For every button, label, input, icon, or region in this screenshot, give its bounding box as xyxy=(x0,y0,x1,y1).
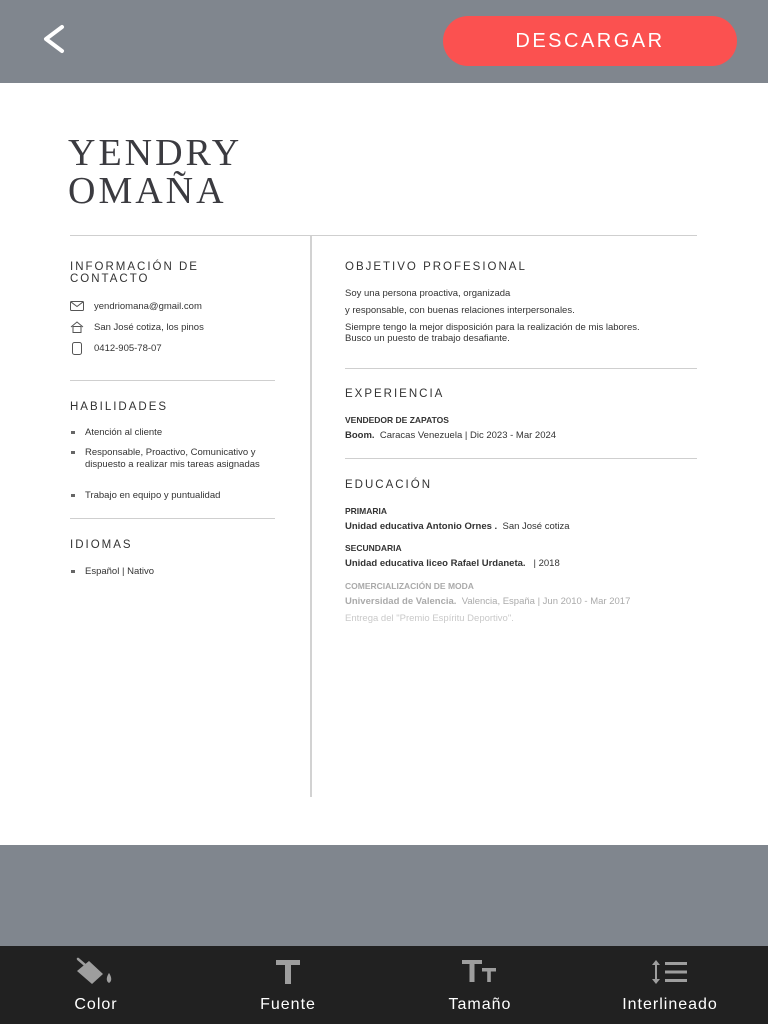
home-icon xyxy=(70,321,84,333)
download-button[interactable]: DESCARGAR xyxy=(443,16,737,66)
line-spacing-tool-button[interactable] xyxy=(600,946,740,1024)
phone-icon xyxy=(70,342,84,354)
skill-item: Trabajo en equipo y puntualidad xyxy=(70,490,280,502)
objective-line: y responsable, con buenas relaciones interpersonales. xyxy=(345,305,575,316)
company-name: Boom. xyxy=(345,430,375,441)
mail-icon xyxy=(70,300,84,312)
skills-section-title: HABILIDADES xyxy=(70,401,169,413)
size-tool-label: Tamaño xyxy=(448,996,512,1013)
education-level: SECUNDARIA xyxy=(345,543,402,553)
size-tool-button[interactable] xyxy=(430,946,530,1024)
font-tool-label: Fuente xyxy=(260,996,316,1013)
first-name: YENDRY xyxy=(68,132,243,174)
column-divider xyxy=(310,236,312,797)
last-name: OMAÑA xyxy=(68,170,227,212)
objective-line: Busco un puesto de trabajo desafiante. xyxy=(345,333,510,344)
school-details: | 2018 xyxy=(533,558,560,569)
text-size-icon xyxy=(460,954,500,990)
phone-text: 0412-905-78-07 xyxy=(94,342,162,354)
skill-item: Atención al cliente xyxy=(70,427,280,439)
format-toolbar xyxy=(0,946,768,1024)
education-level: COMERCIALIZACIÓN DE MODA xyxy=(345,581,474,591)
paint-bucket-icon xyxy=(73,954,119,990)
back-button[interactable] xyxy=(36,20,76,60)
school-name: Universidad de Valencia. xyxy=(345,596,457,607)
education-entry xyxy=(345,558,560,570)
education-section-title: EDUCACIÓN xyxy=(345,479,433,491)
experience-section-title: EXPERIENCIA xyxy=(345,388,445,400)
contact-title-line2: CONTACTO xyxy=(70,273,150,285)
chevron-left-icon xyxy=(36,20,76,60)
job-details xyxy=(345,430,556,442)
header-divider xyxy=(70,235,697,236)
contact-title-line1: INFORMACIÓN DE xyxy=(70,261,199,273)
job-title: VENDEDOR DE ZAPATOS xyxy=(345,415,449,425)
school-details: Valencia, España | Jun 2010 - Mar 2017 xyxy=(461,596,631,607)
objective-section-title: OBJETIVO PROFESIONAL xyxy=(345,261,527,273)
font-icon xyxy=(273,954,303,990)
left-divider-1 xyxy=(70,380,275,381)
canvas-background xyxy=(0,845,768,946)
objective-line: Siempre tengo la mejor disposición para la realización de mis labores. xyxy=(345,322,640,333)
address-text: San José cotiza, los pinos xyxy=(94,321,204,333)
education-level: PRIMARIA xyxy=(345,506,388,516)
education-entry xyxy=(345,521,570,533)
contact-section-title xyxy=(70,261,199,285)
education-entry xyxy=(345,596,630,608)
language-item: Español | Nativo xyxy=(70,566,280,578)
left-divider-2 xyxy=(70,518,275,519)
line-spacing-icon xyxy=(650,954,690,990)
job-dates: Caracas Venezuela | Dic 2023 - Mar 2024 xyxy=(379,430,557,441)
contact-email xyxy=(70,299,202,313)
education-note: Entrega del "Premio Espíritu Deportivo". xyxy=(345,613,514,624)
school-name: Unidad educativa liceo Rafael Urdaneta. xyxy=(345,558,526,569)
right-divider-1 xyxy=(345,368,697,369)
top-bar xyxy=(0,0,768,83)
email-text: yendriomana@gmail.com xyxy=(94,300,202,312)
resume-name xyxy=(68,134,242,210)
line-spacing-tool-label: Interlineado xyxy=(622,996,718,1013)
skill-item: Responsable, Proactivo, Comunicativo y dispuesto a realizar mis tareas asignadas xyxy=(70,447,285,470)
font-tool-button[interactable] xyxy=(238,946,338,1024)
color-tool-label: Color xyxy=(74,996,118,1013)
right-divider-2 xyxy=(345,458,697,459)
contact-phone xyxy=(70,341,162,355)
school-name: Unidad educativa Antonio Ornes . xyxy=(345,521,498,532)
school-details: San José cotiza xyxy=(502,521,570,532)
objective-line: Soy una persona proactiva, organizada xyxy=(345,288,511,299)
contact-address xyxy=(70,320,204,334)
color-tool-button[interactable] xyxy=(46,946,146,1024)
languages-section-title: IDIOMAS xyxy=(70,539,133,551)
